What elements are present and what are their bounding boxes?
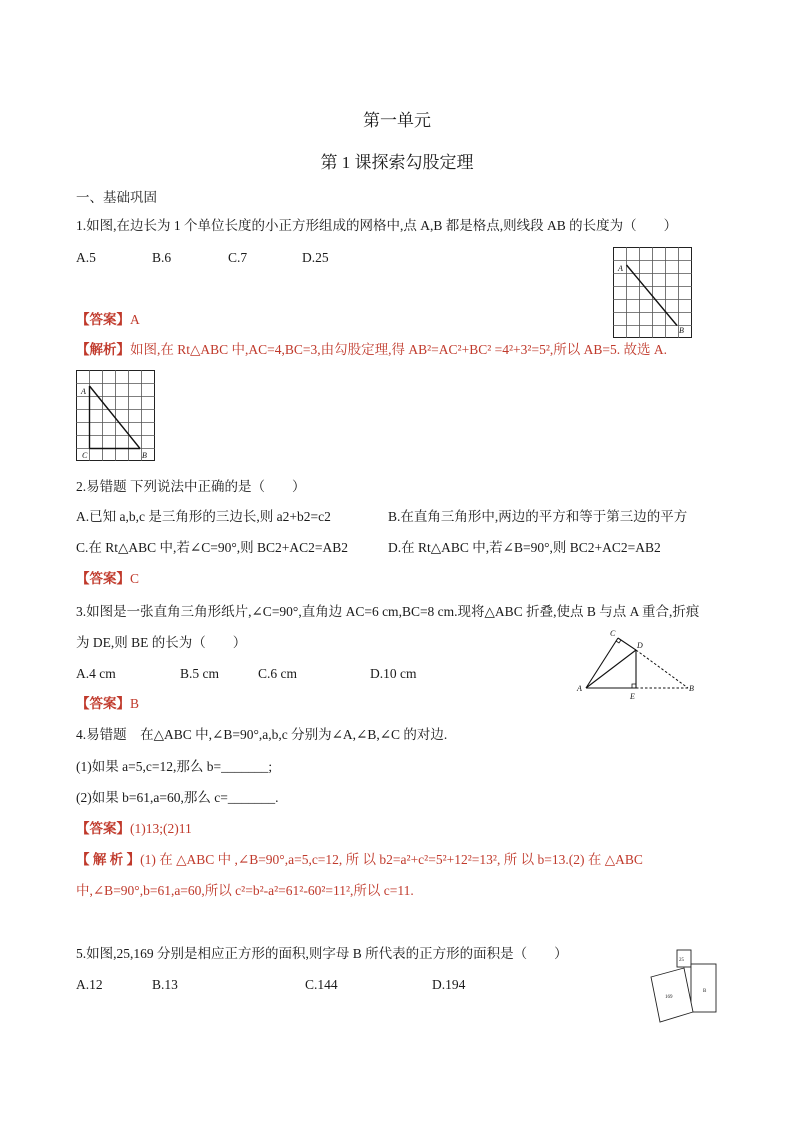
section-heading: 一、基础巩固 [76, 190, 157, 205]
q4-part2: (2)如果 b=61,a=60,那么 c=_______. [76, 790, 279, 805]
unit-title: 第一单元 [363, 111, 431, 130]
q5-option-a: A.12 [76, 977, 103, 992]
answer-label: 【答案】 [76, 571, 130, 586]
q4-stem: 4.易错题 在△ABC 中,∠B=90°,a,b,c 分别为∠A,∠B,∠C 的对边. [76, 727, 448, 742]
label-b: B [689, 684, 694, 693]
q3-option-d: D.10 cm [370, 666, 417, 681]
q1-option-d: D.25 [302, 250, 329, 265]
analysis-label: 【解析】 [76, 342, 130, 357]
q1-grid-figure [613, 247, 693, 339]
q2-option-c: C.在 Rt△ABC 中,若∠C=90°,则 BC2+AC2=AB2 [76, 540, 348, 555]
q1-option-c: C.7 [228, 250, 248, 265]
q1-answer [76, 311, 140, 329]
q2-option-a: A.已知 a,b,c 是三角形的三边长,则 a2+b2=c2 [76, 509, 331, 524]
q4-answer [76, 820, 192, 838]
q5-option-d: D.194 [432, 977, 466, 992]
label-d: D [637, 641, 643, 650]
q2-option-d: D.在 Rt△ABC 中,若∠B=90°,则 BC2+AC2=AB2 [388, 540, 661, 555]
q5-option-b: B.13 [152, 977, 178, 992]
label-a: A [577, 684, 582, 693]
q4-analysis-line1 [76, 851, 643, 869]
segment-ab [627, 265, 678, 326]
q3-answer [76, 695, 139, 713]
lesson-title: 第 1 课探索勾股定理 [320, 153, 474, 172]
answer-value: C [130, 571, 140, 586]
q2-answer [76, 570, 139, 588]
q4-analysis-line2: 中,∠B=90°,b=61,a=60,所以 c²=b²-a²=61²-60²=11²,所以 c=11. [76, 883, 414, 898]
label-a: A [618, 264, 623, 273]
q3-stem-line1: 3.如图是一张直角三角形纸片,∠C=90°,直角边 AC=6 cm,BC=8 cm.现将△ABC 折叠,使点 B 与点 A 重合,折痕 [76, 604, 700, 619]
q3-triangle-figure [574, 626, 698, 704]
answer-label: 【答案】 [76, 312, 130, 327]
q4-part1: (1)如果 a=5,c=12,那么 b=_______; [76, 759, 273, 774]
answer-label: 【答案】 [76, 821, 130, 836]
q1-option-b: B.6 [152, 250, 172, 265]
label-c: C [82, 451, 88, 460]
q3-stem-line2: 为 DE,则 BE 的长为（ ） [76, 635, 247, 650]
answer-value: A [130, 312, 140, 327]
q2-option-b: B.在直角三角形中,两边的平方和等于第三边的平方 [388, 509, 688, 524]
analysis-label: 【 解 析 】 [76, 852, 141, 867]
q3-option-a: A.4 cm [76, 666, 116, 681]
label-169: 169 [665, 995, 673, 1000]
q5-option-c: C.144 [305, 977, 338, 992]
q1-stem: 1.如图,在边长为 1 个单位长度的小正方形组成的网格中,点 A,B 都是格点,则线段 AB 的长度为（ ） [76, 218, 678, 233]
label-25: 25 [679, 958, 684, 963]
label-b: B [703, 989, 707, 994]
label-b: B [679, 326, 684, 335]
q3-option-c: C.6 cm [258, 666, 297, 681]
q1-analysis-figure [76, 370, 156, 462]
q3-option-b: B.5 cm [180, 666, 219, 681]
answer-value: B [130, 696, 140, 711]
q1-option-a: A.5 [76, 250, 96, 265]
q5-stem: 5.如图,25,169 分别是相应正方形的面积,则字母 B 所代表的正方形的面积是（ ） [76, 946, 568, 961]
answer-value: (1)13;(2)11 [130, 821, 192, 836]
label-e: E [630, 692, 635, 701]
label-b: B [142, 451, 147, 460]
label-a: A [81, 387, 86, 396]
q1-analysis [76, 341, 667, 359]
answer-label: 【答案】 [76, 696, 130, 711]
analysis-text: 如图,在 Rt△ABC 中,AC=4,BC=3,由勾股定理,得 AB²=AC²+BC² =4²+3²=5²,所以 AB=5. 故选 A. [130, 342, 667, 357]
q2-stem: 2.易错题 下列说法中正确的是（ ） [76, 479, 306, 494]
label-c: C [610, 629, 616, 638]
q5-squares-figure [646, 946, 718, 1032]
analysis-text: (1) 在 △ABC 中 ,∠B=90°,a=5,c=12, 所 以 b2=a²+c²=5²+12²=13², 所 以 b=13.(2) 在 △ABC [140, 852, 643, 867]
